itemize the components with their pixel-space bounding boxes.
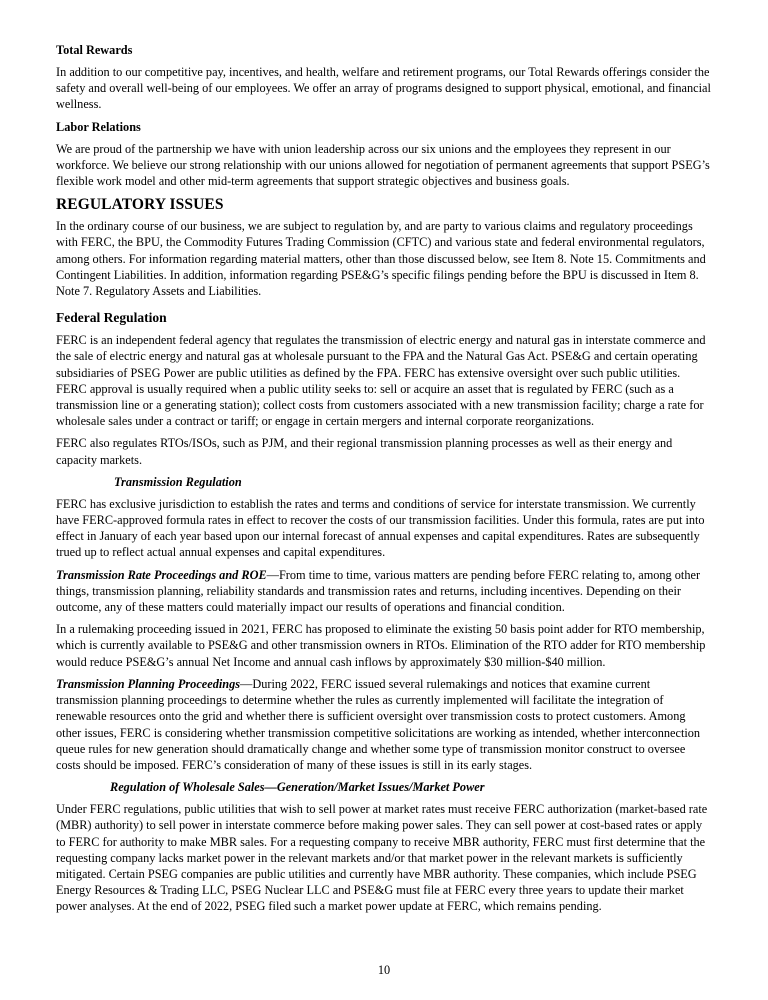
transmission-regulation-heading: Transmission Regulation bbox=[114, 474, 242, 489]
federal-regulation-paragraph-2: FERC also regulates RTOs/ISOs, such as PJM, and their regional transmission planning processes as well as their energy and capacity markets. bbox=[56, 436, 673, 467]
transmission-regulation-paragraph: FERC has exclusive jurisdiction to establish the rates and terms and conditions of service for interstate transmission. We currently have FERC-approved formula rates in effect to recover the costs of our transmission facilities. Under this formula, rates are put into effect in January of each year based upon our internal forecast of annual expenses and capital expenditures. Rates are subsequently trued up to reflect actual annual expenses and capital expenditures. bbox=[56, 496, 705, 560]
federal-regulation-paragraph-1: FERC is an independent federal agency that regulates the transmission of electric energy and natural gas in interstate commerce and the sale of electric energy and natural gas at wholesale pursuant to the FPA and the Natural Gas Act. PSE&G and certain operating subsidiaries of PSEG Power are public utilities as defined by the FPA. FERC has extensive oversight over such public utilities. FERC approval is usually required when a public utility seeks to: sell or acquire an asset that is regulated by FERC (such as a transmission line or a generating station); collect costs from customers associated with a new transmission facility; charge a rate for wholesale sales under a contract or tariff; or engage in certain mergers and internal corporate reorganizations. bbox=[56, 333, 706, 429]
transmission-planning-paragraph bbox=[56, 676, 712, 773]
regulatory-issues-paragraph: In the ordinary course of our business, we are subject to regulation by, and are party to various claims and regulatory proceedings with FERC, the BPU, the Commodity Futures Trading Commission (CFTC) and various state and federal environmental regulators, among others. For information regarding material matters, other than those discussed below, see Item 8. Note 15. Commitments and Contingent Liabilities. In addition, information regarding PSE&G’s specific filings pending before the BPU is discussed in Item 8. Note 7. Regulatory Assets and Liabilities. bbox=[56, 219, 706, 299]
wholesale-sales-paragraph: Under FERC regulations, public utilities that wish to sell power at market rates must receive FERC authorization (market-based rate (MBR) authority) to sell power in interstate commerce before making power sales. They can sell power at cost-based rates or apply to FERC for authority to make MBR sales. For a requesting company to receive MBR authority, FERC must first determine that the requesting company lacks market power in the relevant markets and/or that market power in the relevant markets is sufficiently mitigated. Certain PSEG companies are public utilities and currently have MBR authority. These companies, which include PSEG Energy Resources & Trading LLC, PSEG Nuclear LLC and PSE&G must file at FERC every three years to update their market power analyses. At the end of 2022, PSEG filed such a market power update at FERC, which remains pending. bbox=[56, 802, 708, 914]
total-rewards-heading: Total Rewards bbox=[56, 43, 133, 57]
regulatory-issues-heading: REGULATORY ISSUES bbox=[56, 196, 224, 214]
wholesale-sales-heading: Regulation of Wholesale Sales—Generation/Market Issues/Market Power bbox=[110, 780, 485, 795]
labor-relations-paragraph: We are proud of the partnership we have with union leadership across our six unions and the employees they represent in our workforce. We believe our strong relationship with our unions allowed for negotiation of permanent agreements that support PSEG’s flexible work model and other mid-term agreements that support strategic objectives and business goals. bbox=[56, 141, 710, 189]
transmission-rate-roe-paragraph bbox=[56, 567, 712, 616]
total-rewards-paragraph: In addition to our competitive pay, incentives, and health, welfare and retirement programs, our Total Rewards offerings consider the safety and overall well-being of our employees. We offer an array of programs designed to support physical, emotional, and financial wellness. bbox=[56, 65, 711, 112]
transmission-rate-roe-text: —From time to time, various matters are pending before FERC relating to, among other things, transmission planning, reliability standards and transmission rates and returns, including incentives. Depending on their outcome, any of these matters could materially impact our results of operations and financial condition. bbox=[56, 567, 701, 615]
transmission-rate-roe-lead-in: Transmission Rate Proceedings and ROE bbox=[56, 567, 267, 582]
transmission-planning-text: —During 2022, FERC issued several rulemakings and notices that examine current transmission planning proceedings to determine whether the rules as currently implemented will facilitate the integration of renewable resources onto the grid and whether there is sufficient oversight over transmission costs to protect customers. Among other issues, FERC is considering whether transmission competitive solicitations are working as intended, whether interconnection queue rules for new generation should dramatically change and whether some type of transmission monitor construct to oversee costs should be imposed. FERC’s consideration of many of these issues is still in its early stages. bbox=[56, 676, 701, 772]
page-number: 10 bbox=[377, 963, 391, 977]
labor-relations-heading: Labor Relations bbox=[56, 119, 141, 134]
federal-regulation-heading: Federal Regulation bbox=[56, 310, 167, 326]
rto-adder-paragraph: In a rulemaking proceeding issued in 2021, FERC has proposed to eliminate the existing 50 basis point adder for RTO membership, which is currently available to PSE&G and other transmission owners in RTOs. Elimination of the RTO adder for RTO membership would reduce PSE&G’s annual Net Income and annual cash inflows by approximately $30 million-$40 million. bbox=[56, 622, 706, 669]
transmission-planning-lead-in: Transmission Planning Proceedings bbox=[56, 676, 241, 691]
